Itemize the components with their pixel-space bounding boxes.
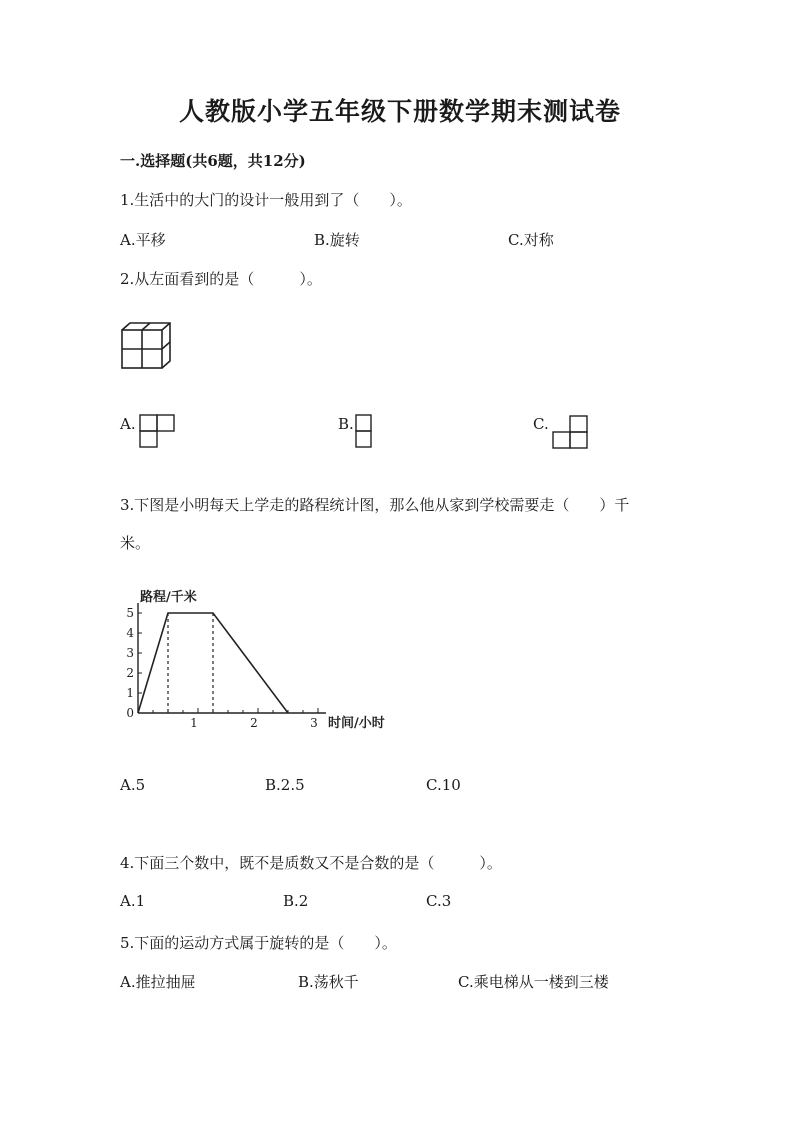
- chart-ticks: [138, 613, 318, 713]
- question-2: 2.从左面看到的是（ ）。: [120, 270, 322, 288]
- y-tick-label: 4: [126, 626, 134, 640]
- y-tick-label: 3: [126, 646, 134, 660]
- x-tick-label: 3: [310, 716, 318, 730]
- page-title: 人教版小学五年级下册数学期末测试卷: [178, 97, 621, 126]
- q2-option-b-figure: [354, 413, 374, 449]
- y-tick-label: 1: [126, 686, 134, 700]
- x-tick-label: 2: [250, 716, 258, 730]
- x-axis-label: 时间/小时: [328, 716, 385, 731]
- q3-option-c: C.10: [426, 776, 461, 794]
- y-tick-label: 0: [126, 706, 134, 720]
- q2-option-c-figure: [551, 414, 589, 450]
- question-1: 1.生活中的大门的设计一般用到了（ ）。: [120, 191, 412, 209]
- question-5: 5.下面的运动方式属于旋转的是（ ）。: [120, 934, 397, 952]
- question-3-line-2: 米。: [120, 534, 151, 552]
- x-tick-label: 1: [190, 716, 198, 730]
- q3-option-a: A.5: [120, 776, 146, 794]
- q5-option-a: A.推拉抽屉: [120, 973, 196, 991]
- cube-stack-figure: [118, 320, 174, 372]
- q4-option-b: B.2: [283, 892, 309, 910]
- q1-option-a: A.平移: [120, 231, 166, 249]
- q1-option-c: C.对称: [508, 231, 554, 249]
- question-3-line-1: 3.下图是小明每天上学走的路程统计图，那么他从家到学校需要走（ ）千: [120, 496, 630, 514]
- q1-option-b: B.旋转: [314, 231, 360, 249]
- q2-option-b: B.: [338, 415, 354, 433]
- chart-guides: [168, 613, 213, 713]
- q2-option-a: A.: [120, 415, 136, 433]
- q5-option-c: C.乘电梯从一楼到三楼: [458, 973, 609, 991]
- chart-labels: [126, 589, 384, 731]
- y-tick-label: 2: [126, 666, 134, 680]
- q4-option-a: A.1: [120, 892, 146, 910]
- q5-option-b: B.荡秋千: [298, 973, 359, 991]
- question-4: 4.下面三个数中，既不是质数又不是合数的是（ ）。: [120, 854, 502, 872]
- y-axis-label: 路程/千米: [140, 590, 197, 605]
- y-tick-label: 5: [126, 606, 134, 620]
- q3-option-b: B.2.5: [265, 776, 305, 794]
- route-distance-chart: [118, 585, 408, 735]
- q4-option-c: C.3: [426, 892, 452, 910]
- q2-option-c: C.: [533, 415, 549, 433]
- q2-option-a-figure: [138, 413, 176, 449]
- section-heading: 一.选择题(共6题，共12分): [120, 152, 306, 170]
